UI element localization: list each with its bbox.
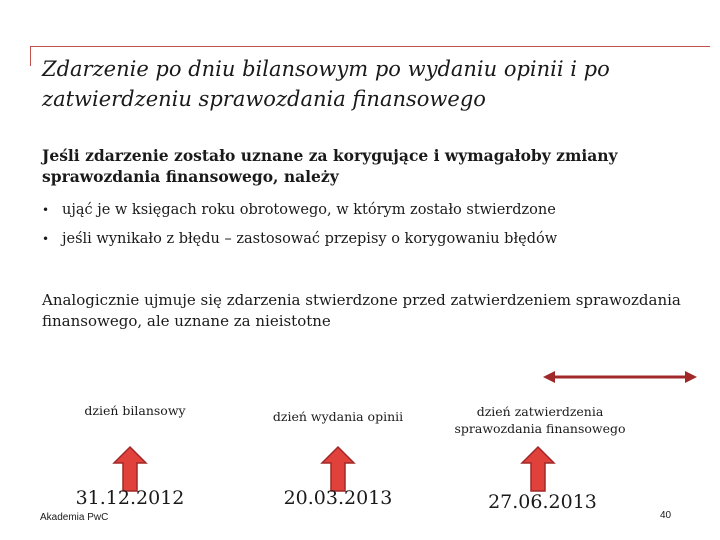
bullet-text: jeśli wynikało z błędu – zastosować przepisy o korygowaniu błędów [62,231,558,247]
footer-brand: Akademia PwC [40,512,109,523]
bullet-item [42,227,702,251]
title-frame-top-line [30,46,710,47]
bullet-list [42,198,702,256]
timeline-label-opinion-day: dzień wydania opinii [272,409,404,424]
bullet-dot-icon: • [42,232,50,246]
slide-title: Zdarzenie po dniu bilansowym po wydaniu opinii i po zatwierdzeniu sprawozdania finansowego [42,57,610,111]
title-frame-left-line [30,46,31,66]
bullet-dot-icon: • [42,203,50,217]
analogous-paragraph: Analogicznie ujmuje się zdarzenia stwierdzone przed zatwierdzeniem sprawozdania finansowego, ale uznane za nieistotne [42,291,681,330]
up-arrow-icon [520,446,556,492]
period-double-arrow-icon [540,369,700,385]
page-number: 40 [660,510,672,521]
bullet-item [42,198,702,222]
timeline-date-balance-day: 31.12.2012 [75,487,185,509]
timeline-label-approval-day: dzień zatwierdzenia sprawozdania finansowego [454,404,626,436]
timeline-label-balance-day: dzień bilansowy [84,403,186,418]
intro-text: Jeśli zdarzenie zostało uznane za korygujące i wymagałoby zmiany sprawozdania finansowego, należy [42,146,618,186]
timeline-date-opinion-day: 20.03.2013 [283,487,393,509]
timeline-date-approval-day: 27.06.2013 [488,491,597,513]
bullet-text: ująć je w księgach roku obrotowego, w którym zostało stwierdzone [62,202,556,218]
